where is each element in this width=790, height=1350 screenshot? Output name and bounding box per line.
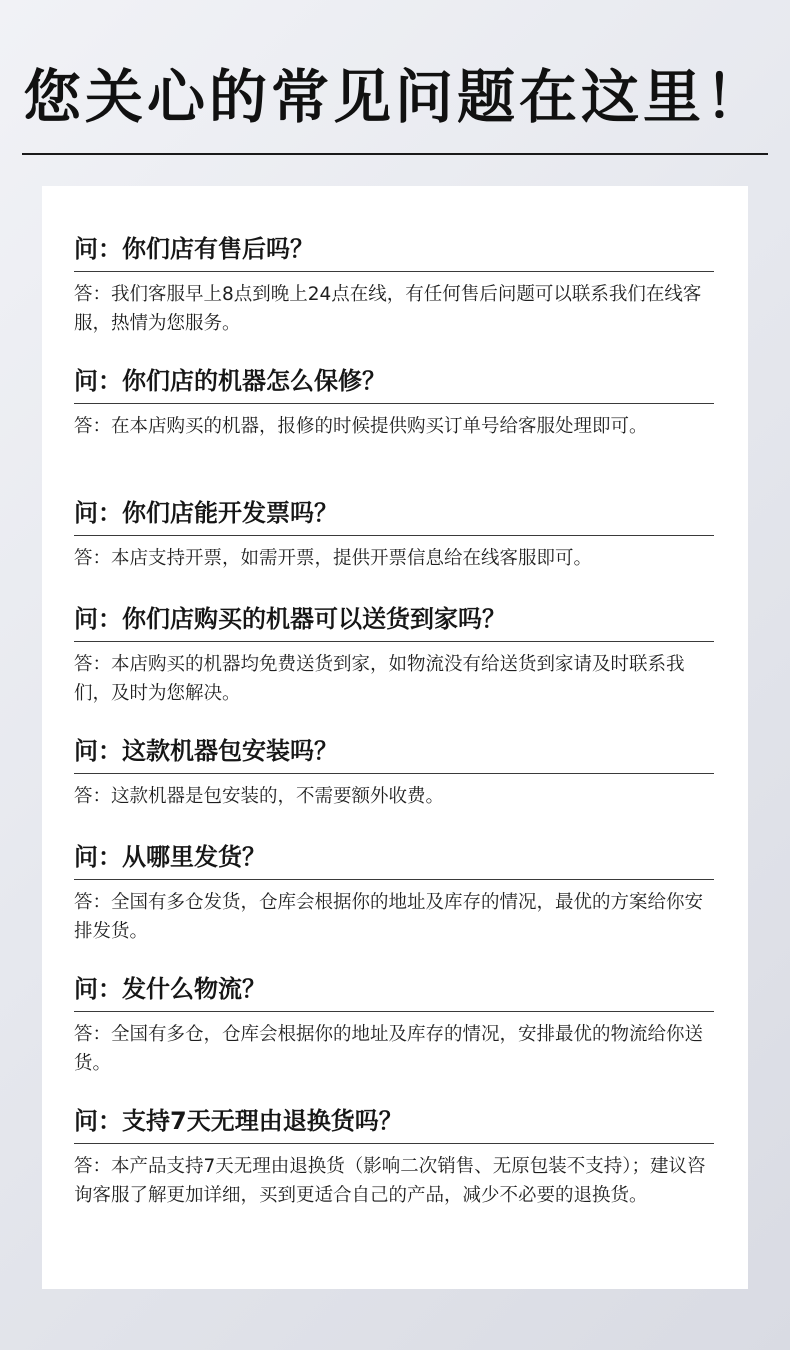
faq-item <box>74 497 714 573</box>
faq-question: 问：支持7天无理由退换货吗？ <box>74 1105 714 1144</box>
faq-item <box>74 1105 714 1210</box>
faq-item <box>74 841 714 946</box>
faq-question: 问：发什么物流？ <box>74 973 714 1012</box>
page-title: 您关心的常见问题在这里！ <box>22 63 767 131</box>
faq-item <box>74 735 714 811</box>
faq-answer: 答：在本店购买的机器，报修的时候提供购买订单号给客服处理即可。 <box>74 416 648 437</box>
faq-answer: 答：我们客服早上8点到晚上24点在线，有任何售后问题可以联系我们在线客服，热情为您服务。 <box>74 284 702 334</box>
faq-item <box>74 233 714 338</box>
faq-answer: 答：全国有多仓，仓库会根据你的地址及库存的情况，安排最优的物流给你送货。 <box>74 1024 704 1074</box>
faq-card <box>42 186 748 1289</box>
title-divider <box>22 153 768 155</box>
faq-answer: 答：本产品支持7天无理由退换货（影响二次销售、无原包装不支持）；建议咨询客服了解更加详细，买到更适合自己的产品，减少不必要的退换货。 <box>74 1156 706 1206</box>
faq-question: 问：这款机器包安装吗？ <box>74 735 714 774</box>
faq-question: 问：你们店能开发票吗？ <box>74 497 714 536</box>
faq-answer: 答：这款机器是包安装的，不需要额外收费。 <box>74 786 445 807</box>
faq-item <box>74 603 714 708</box>
faq-answer: 答：全国有多仓发货，仓库会根据你的地址及库存的情况，最优的方案给你安排发货。 <box>74 892 704 942</box>
faq-item <box>74 973 714 1078</box>
faq-answer: 答：本店支持开票，如需开票，提供开票信息给在线客服即可。 <box>74 548 593 569</box>
faq-item <box>74 365 714 441</box>
faq-question: 问：你们店购买的机器可以送货到家吗？ <box>74 603 714 642</box>
faq-answer: 答：本店购买的机器均免费送货到家，如物流没有给送货到家请及时联系我们，及时为您解决。 <box>74 654 685 704</box>
faq-question: 问：你们店的机器怎么保修？ <box>74 365 714 404</box>
faq-question: 问：从哪里发货？ <box>74 841 714 880</box>
faq-question: 问：你们店有售后吗？ <box>74 233 714 272</box>
